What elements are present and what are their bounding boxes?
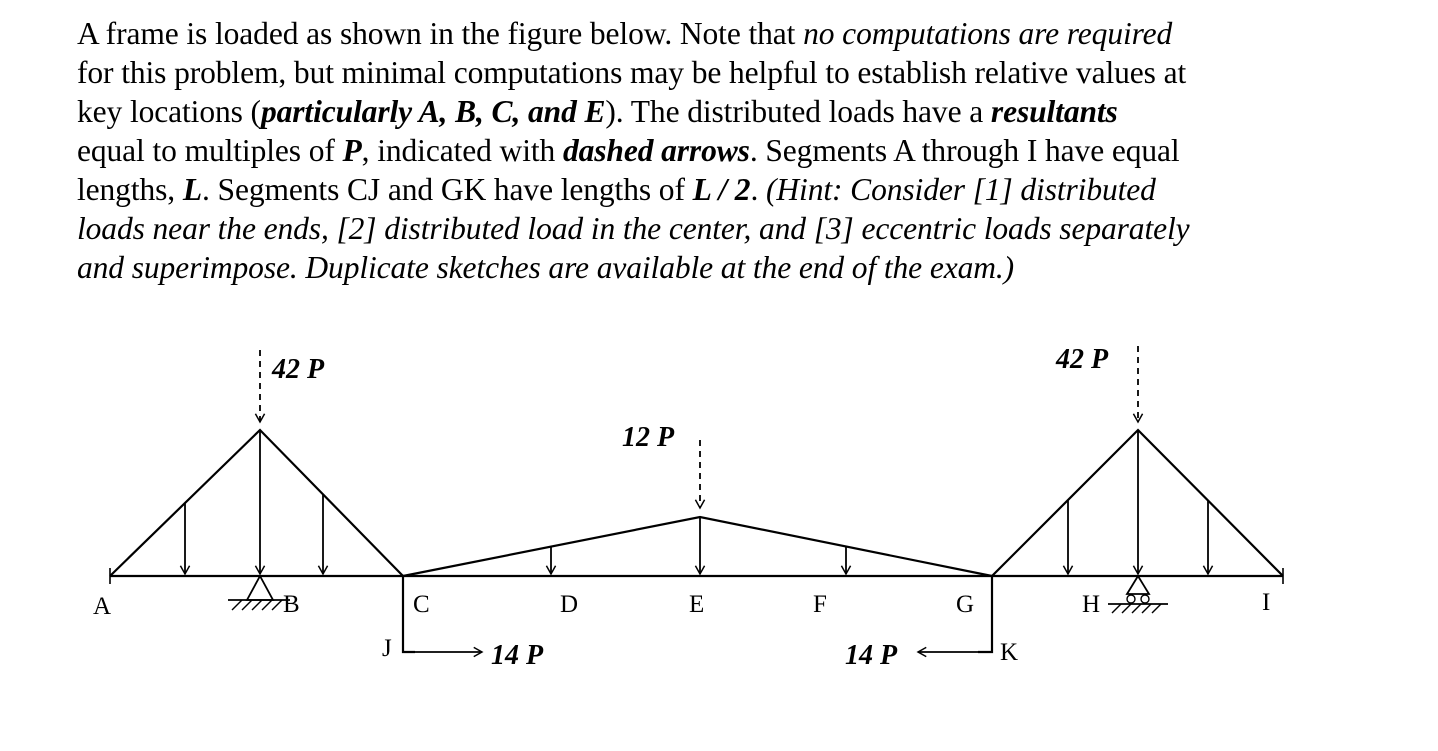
text-run: . Segments CJ and GK have lengths of: [202, 172, 693, 207]
text-run: . Segments A through I have equal: [749, 133, 1180, 168]
text-run: L / 2: [692, 172, 751, 207]
roller-support-h: [1108, 576, 1168, 613]
text-run: lengths,: [77, 172, 183, 207]
label-c: C: [413, 591, 430, 618]
label-g: G: [956, 591, 975, 618]
text-run: for this problem, but minimal computations may be helpful to establish relative values at: [77, 55, 1187, 90]
left-horizontal-load-label: 14 P: [491, 640, 544, 671]
text-run: , indicated with: [361, 133, 563, 168]
arm-gk: [978, 576, 992, 652]
right-distributed-load: [992, 430, 1283, 576]
label-i: I: [1262, 589, 1271, 616]
label-f: F: [813, 591, 827, 618]
pin-support-b: [228, 576, 290, 610]
left-distributed-load: [110, 430, 403, 576]
center-resultant-label: 12 P: [622, 422, 675, 453]
label-k: K: [1000, 639, 1019, 666]
label-a: A: [93, 593, 112, 620]
text-run: (Hint: Consider [1] distributed: [766, 172, 1156, 207]
text-run: equal to multiples of: [77, 133, 343, 168]
left-resultant-label: 42 P: [272, 354, 325, 385]
text-run: ). The distributed loads have a: [605, 94, 991, 129]
right-resultant-label: 42 P: [1056, 344, 1109, 375]
label-e: E: [689, 591, 705, 618]
label-j: J: [382, 635, 392, 662]
text-run: .: [750, 172, 767, 207]
label-b: B: [283, 591, 300, 618]
label-d: D: [560, 591, 579, 618]
label-h: H: [1082, 591, 1101, 618]
text-run: L: [182, 172, 202, 207]
text-run: and superimpose. Duplicate sketches are available at the end of the exam.): [77, 250, 1015, 285]
text-run: P: [342, 133, 362, 168]
right-horizontal-load-label: 14 P: [845, 640, 898, 671]
text-run: no computations are required: [803, 16, 1173, 51]
text-run: key locations (: [77, 94, 261, 129]
text-run: loads near the ends, [2] distributed load in the center, and [3] eccentric loads separately: [77, 211, 1190, 246]
center-distributed-load: [403, 517, 992, 576]
text-run: particularly A, B, C, and E: [260, 94, 606, 129]
text-run: resultants: [990, 94, 1118, 129]
text-run: A frame is loaded as shown in the figure below. Note that: [77, 16, 804, 51]
text-run: dashed arrows: [562, 133, 750, 168]
